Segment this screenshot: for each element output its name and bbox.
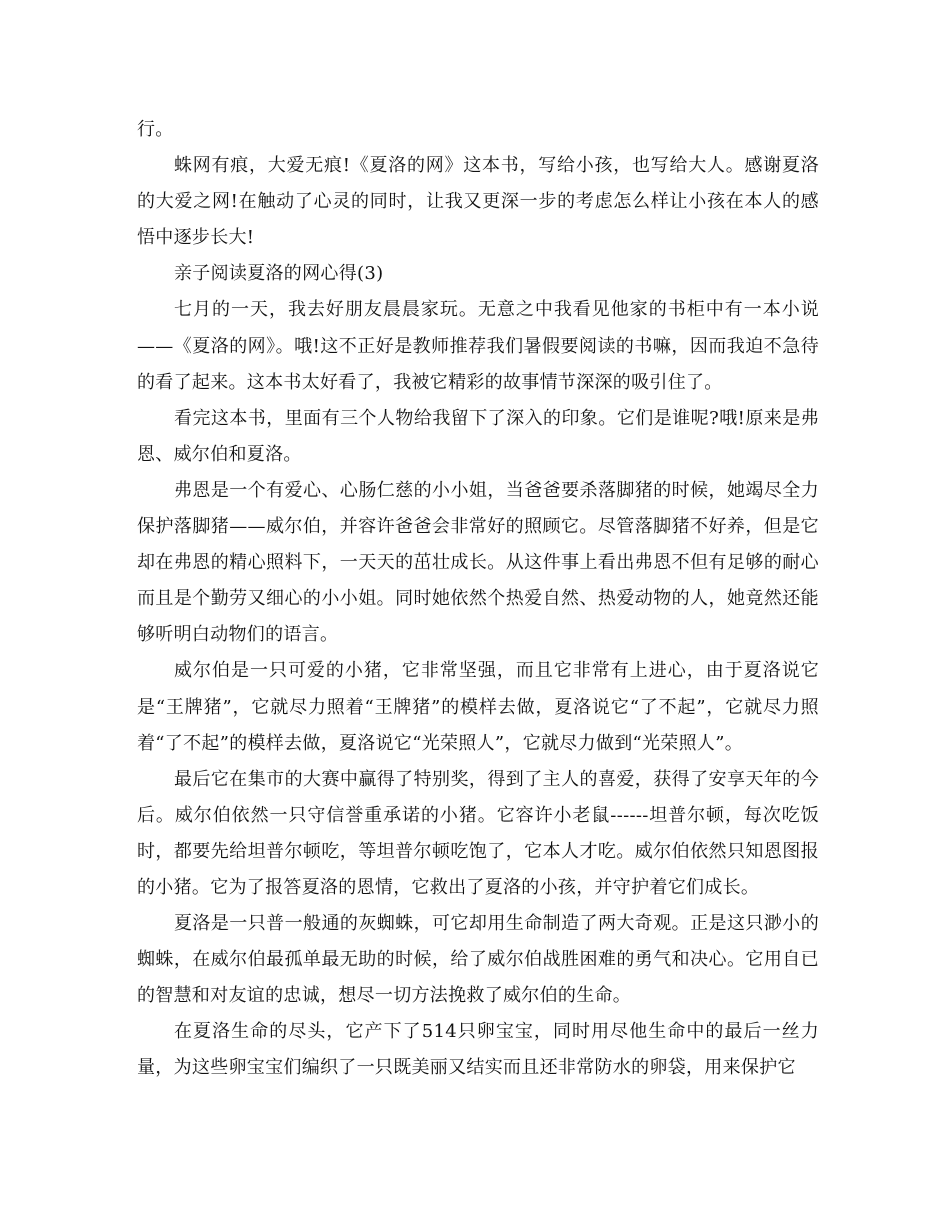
paragraph-8: 夏洛是一只普一般通的灰蜘蛛，可它却用生命制造了两大奇观。正是这只渺小的蜘蛛，在威尔伯最孤单最无助的时候，给了威尔伯战胜困难的勇气和决心。它用自已的智慧和对友谊的忠诚，想尽一切方法挽救了威尔伯的生命。 bbox=[137, 913, 819, 1007]
paragraph-3: 七月的一天，我去好朋友晨晨家玩。无意之中我看见他家的书柜中有一本小说——《夏洛的网》。哦!这不正好是教师推荐我们暑假要阅读的书嘛，因而我迫不急待的看了起来。这本书太好看了，我被它精彩的故事情节深深的吸引住了。 bbox=[137, 299, 819, 393]
paragraph-5: 弗恩是一个有爱心、心肠仁慈的小小姐，当爸爸要杀落脚猪的时候，她竭尽全力保护落脚猪——威尔伯，并容许爸爸会非常好的照顾它。尽管落脚猪不好养，但是它却在弗恩的精心照料下，一天天的茁壮成长。从这件事上看出弗恩不但有足够的耐心而且是个勤劳又细心的小小姐。同时她依然个热爱自然、热爱动物的人，她竟然还能够听明白动物们的语言。 bbox=[137, 479, 819, 646]
paragraph-9: 在夏洛生命的尽头，它产下了514只卵宝宝，同时用尽他生命中的最后一丝力量，为这些卵宝宝们编织了一只既美丽又结实而且还非常防水的卵袋，用来保护它 bbox=[137, 1021, 819, 1079]
section-heading: 亲子阅读夏洛的网心得(3) bbox=[174, 263, 384, 285]
paragraph-6: 威尔伯是一只可爱的小猪，它非常坚强，而且它非常有上进心，由于夏洛说它是“王牌猪”，它就尽力照着“王牌猪”的模样去做，夏洛说它“了不起”，它就尽力照着“了不起”的模样去做，夏洛说它“光荣照人”，它就尽力做到“光荣照人”。 bbox=[137, 660, 819, 754]
document-body bbox=[137, 112, 819, 1087]
paragraph-7: 最后它在集市的大赛中赢得了特别奖，得到了主人的喜爱，获得了安享天年的今后。威尔伯依然一只守信誉重承诺的小猪。它容许小老鼠------坦普尔顿，每次吃饭时，都要先给坦普尔顿吃，等坦普尔顿吃饱了，它本人才吃。威尔伯依然只知恩图报的小猪。它为了报答夏洛的恩情，它救出了夏洛的小孩，并守护着它们成长。 bbox=[137, 768, 819, 898]
paragraph-2: 蛛网有痕，大爱无痕!《夏洛的网》这本书，写给小孩，也写给大人。感谢夏洛的大爱之网!在触动了心灵的同时，让我又更深一步的考虑怎么样让小孩在本人的感悟中逐步长大! bbox=[137, 155, 819, 249]
paragraph-1: 行。 bbox=[137, 119, 174, 140]
paragraph-4: 看完这本书，里面有三个人物给我留下了深入的印象。它们是谁呢?哦!原来是弗恩、威尔伯和夏洛。 bbox=[137, 407, 819, 465]
